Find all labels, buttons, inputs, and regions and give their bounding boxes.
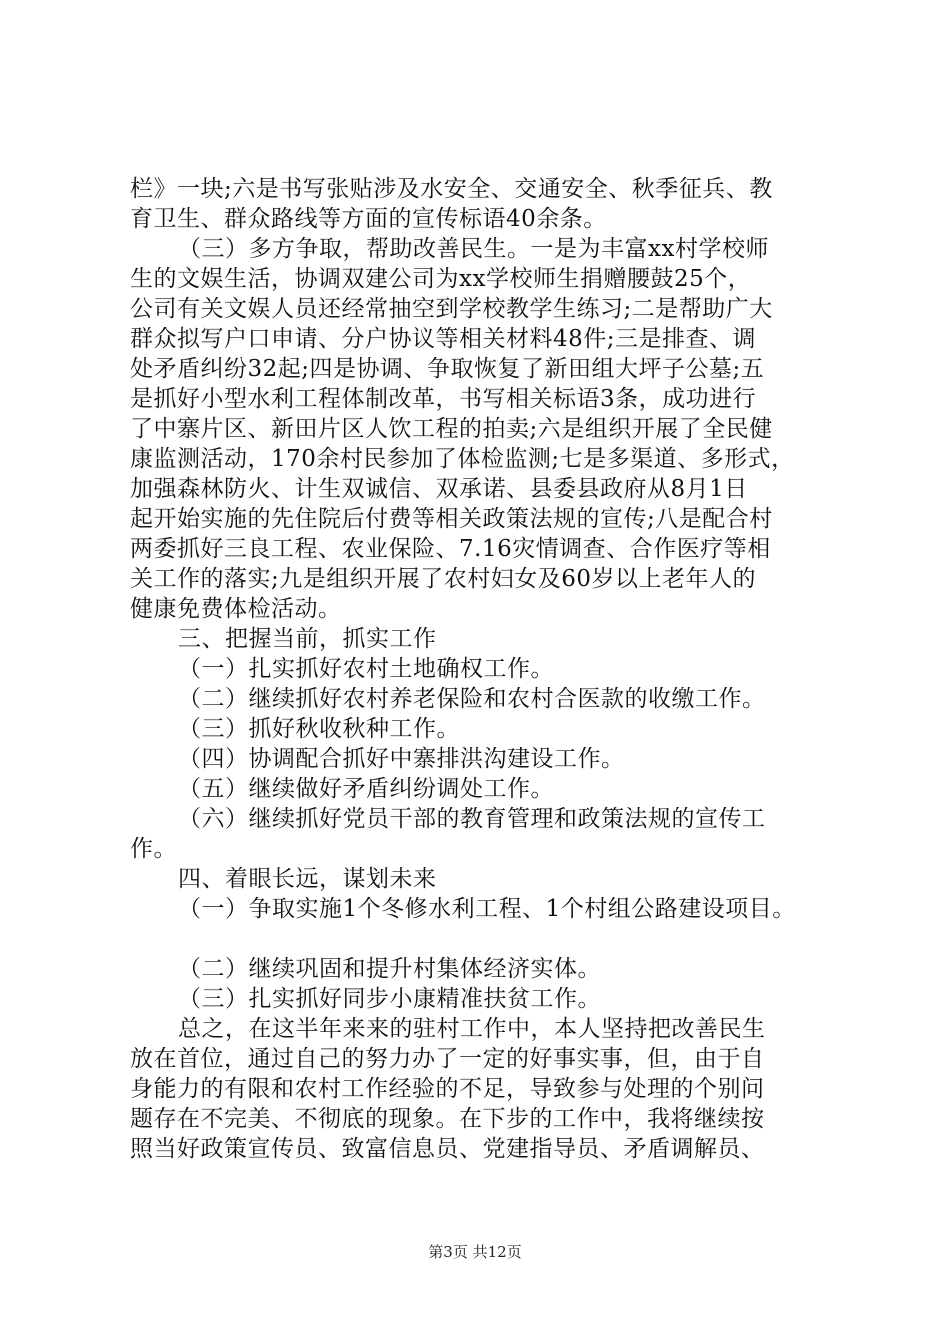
blank-line (130, 924, 830, 954)
section-heading: 四、着眼长远，谋划未来 (178, 866, 437, 892)
text-line: 公司有关文娱人员还经常抽空到学校教学生练习;二是帮助广大 (130, 296, 773, 322)
list-item: （六）继续抓好党员干部的教育管理和政策法规的宣传工 (178, 806, 766, 832)
paragraph-start: （三）多方争取，帮助改善民生。一是为丰富xx村学校师 (178, 236, 769, 262)
list-item: （二）继续巩固和提升村集体经济实体。 (178, 956, 601, 982)
list-item: （二）继续抓好农村养老保险和农村合医款的收缴工作。 (178, 686, 766, 712)
text-line: 题存在不完美、不彻底的现象。在下步的工作中，我将继续按 (130, 1106, 765, 1132)
text-line: 照当好政策宣传员、致富信息员、党建指导员、矛盾调解员、 (130, 1136, 765, 1162)
text-line: 健康免费体检活动。 (130, 596, 342, 622)
text-line: 加强森林防火、计生双诚信、双承诺、县委县政府从8月1日 (130, 476, 748, 502)
text-line: 起开始实施的先住院后付费等相关政策法规的宣传;八是配合村 (130, 506, 773, 532)
text-line: 处矛盾纠纷32起;四是协调、争取恢复了新田组大坪子公墓;五 (130, 356, 765, 382)
list-item: （一）扎实抓好农村土地确权工作。 (178, 656, 554, 682)
text-line: 栏》一块;六是书写张贴涉及水安全、交通安全、秋季征兵、教 (130, 176, 773, 202)
text-line: 放在首位，通过自己的努力办了一定的好事实事，但，由于自 (130, 1046, 765, 1072)
text-line: 身能力的有限和农村工作经验的不足，导致参与处理的个别问 (130, 1076, 765, 1102)
text-line: 关工作的落实;九是组织开展了农村妇女及60岁以上老年人的 (130, 566, 757, 592)
list-item: （五）继续做好矛盾纠纷调处工作。 (178, 776, 554, 802)
paragraph-start: 总之，在这半年来来的驻村工作中，本人坚持把改善民生 (178, 1016, 766, 1042)
text-line: 康监测活动，170余村民参加了体检监测;七是多渠道、多形式， (130, 446, 795, 472)
section-heading: 三、把握当前，抓实工作 (178, 626, 437, 652)
page-footer: 第3页 共12页 (428, 1243, 522, 1261)
list-item: （三）抓好秋收秋种工作。 (178, 716, 460, 742)
list-item: （三）扎实抓好同步小康精准扶贫工作。 (178, 986, 601, 1012)
text-line: 育卫生、群众路线等方面的宣传标语40余条。 (130, 206, 607, 232)
text-line: 作。 (130, 836, 177, 862)
list-item: （一）争取实施1个冬修水利工程、1个村组公路建设项目。 (178, 896, 796, 922)
text-line: 两委抓好三良工程、农业保险、7.16灾情调查、合作医疗等相 (130, 536, 771, 562)
text-line: 是抓好小型水利工程体制改革，书写相关标语3条，成功进行 (130, 386, 757, 412)
body-text (130, 174, 830, 1164)
text-line: 生的文娱生活，协调双建公司为xx学校师生捐赠腰鼓25个， (130, 266, 752, 292)
text-line: 了中寨片区、新田片区人饮工程的拍卖;六是组织开展了全民健 (130, 416, 773, 442)
list-item: （四）协调配合抓好中寨排洪沟建设工作。 (178, 746, 625, 772)
text-line: 群众拟写户口申请、分户协议等相关材料48件;三是排查、调 (130, 326, 757, 352)
